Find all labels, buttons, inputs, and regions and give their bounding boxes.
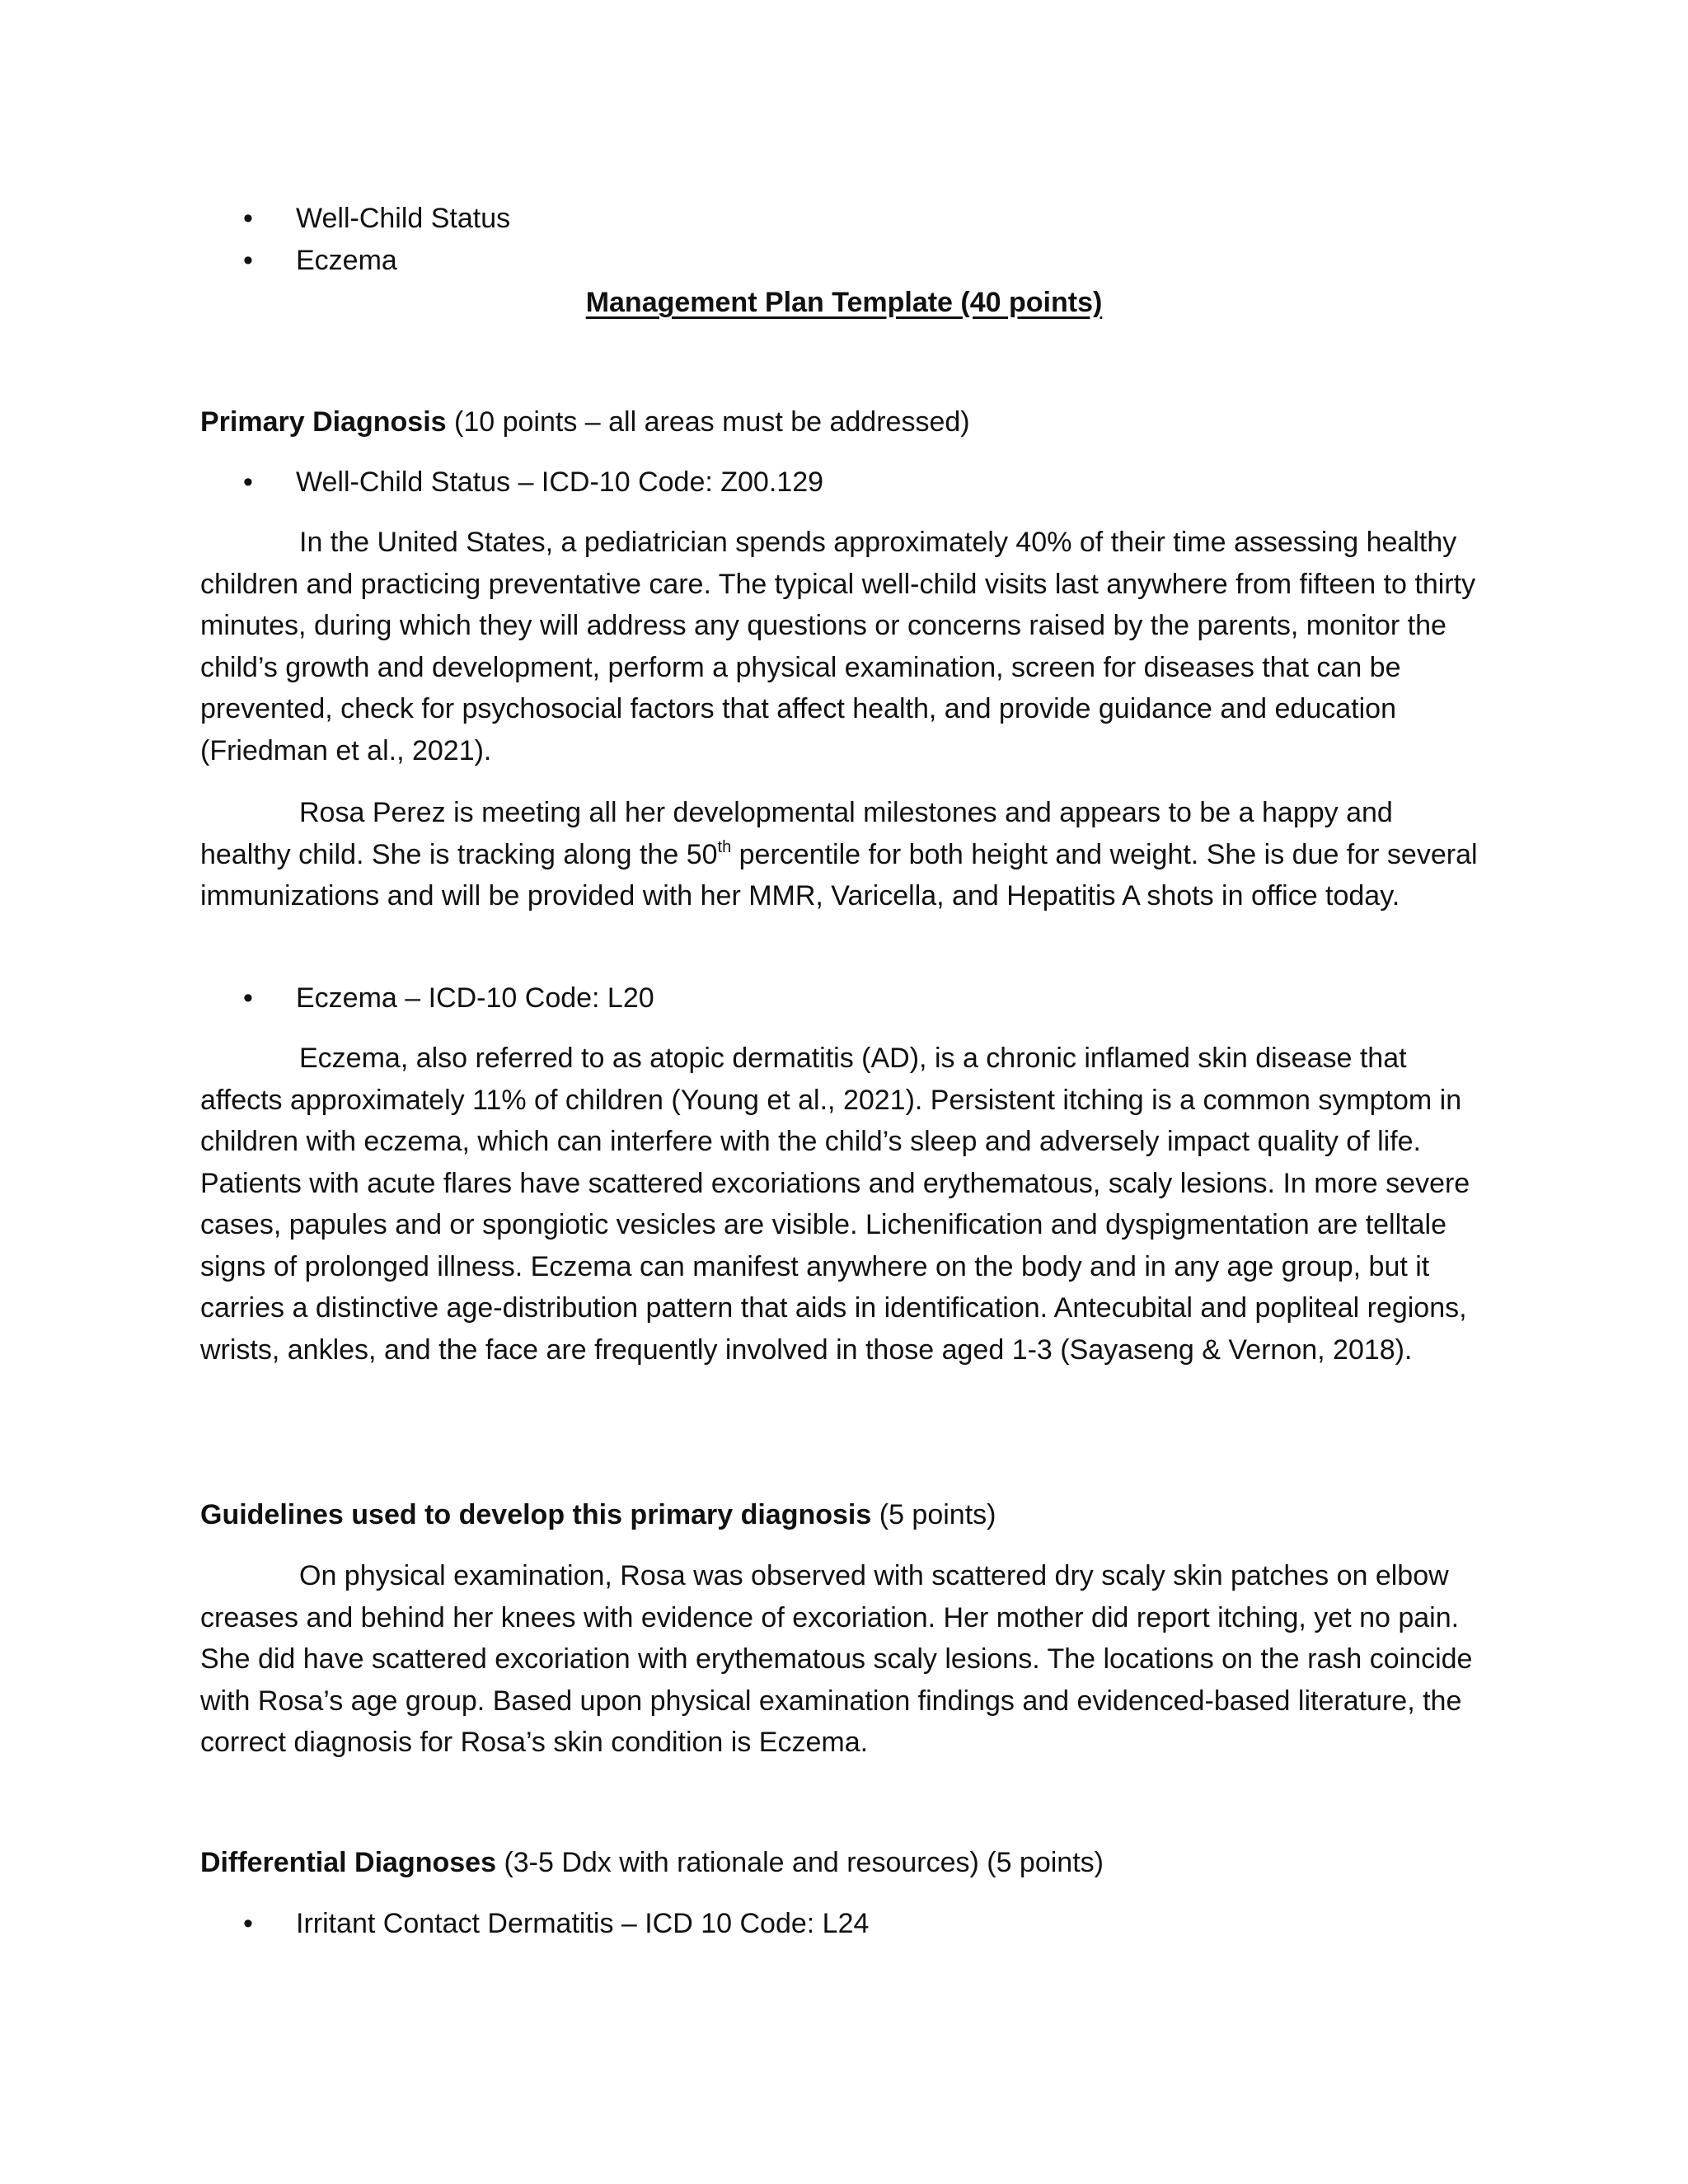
- paragraph-rosa-status: [200, 792, 1490, 917]
- list-item: [200, 977, 1490, 1019]
- paragraph-guidelines: On physical examination, Rosa was observed with scattered dry scaly skin patches on elbow creases and behind her knees with evidence of excoriation. Her mother did report itching, yet no pain. She did have scattered excoriation with erythematous scaly lesions. The locations on the rash coincide with Rosa’s age group. Based upon physical examination findings and evidenced-based literature, the correct diagnosis for Rosa’s skin condition is Eczema.: [200, 1560, 1473, 1758]
- list-item-text: Well-Child Status: [296, 203, 511, 234]
- bullet-icon: •: [243, 466, 253, 498]
- heading-note: (5 points): [879, 1499, 996, 1530]
- list-item: [200, 198, 1490, 239]
- heading-note: (3-5 Ddx with rationale and resources) (5 points): [504, 1847, 1104, 1878]
- list-item-text: Well-Child Status – ICD-10 Code: Z00.129: [296, 466, 824, 498]
- list-item: [200, 240, 1490, 281]
- list-item: [200, 1903, 1490, 1944]
- heading-note: (10 points – all areas must be addressed): [454, 406, 970, 438]
- heading-label: Guidelines used to develop this primary diagnosis: [200, 1499, 872, 1530]
- list-item-text: Eczema – ICD-10 Code: L20: [296, 982, 654, 1014]
- section-heading-primary-diagnosis: [200, 401, 1490, 443]
- bullet-icon: •: [243, 245, 253, 276]
- list-item-text: Irritant Contact Dermatitis – ICD 10 Code: L24: [296, 1908, 870, 1939]
- section-heading-differential: [200, 1842, 1490, 1884]
- paragraph-text: percentile for both height and weight. She is due for several immunizations and will be provided with her MMR, Varicella, and Hepatitis A shots in office today.: [200, 838, 1478, 912]
- page-title: Management Plan Template (40 points): [585, 287, 1103, 318]
- paragraph-text: Rosa Perez is meeting all her developmental milestones and appears to be a happy and healthy child. She is tracking along the 50: [200, 797, 1393, 870]
- bullet-icon: •: [243, 203, 253, 234]
- bullet-icon: •: [243, 982, 253, 1014]
- bullet-icon: •: [243, 1908, 253, 1939]
- list-item: [200, 462, 1490, 503]
- paragraph-well-child: In the United States, a pediatrician spends approximately 40% of their time assessing healthy children and practicing preventative care. The typical well-child visits last anywhere from fifteen to thirty minutes, during which they will address any questions or concerns raised by the parents, monitor the child’s growth and development, perform a physical examination, screen for diseases that can be prevented, check for psychosocial factors that affect health, and provide guidance and education (Friedman et al., 2021).: [200, 527, 1476, 766]
- list-item-text: Eczema: [296, 245, 397, 276]
- superscript: th: [717, 837, 732, 856]
- heading-label: Primary Diagnosis: [200, 406, 447, 438]
- heading-label: Differential Diagnoses: [200, 1847, 496, 1878]
- section-heading-guidelines: [200, 1494, 1490, 1536]
- paragraph-eczema: Eczema, also referred to as atopic dermatitis (AD), is a chronic inflamed skin disease that affects approximately 11% of children (Young et al., 2021). Persistent itching is a common symptom in children with eczema, which can interfere with the child’s sleep and adversely impact quality of life. Patients with acute flares have scattered excoriations and erythematous, scaly lesions. In more severe cases, papules and or spongiotic vesicles are visible. Lichenification and dyspigmentation are telltale signs of prolonged illness. Eczema can manifest anywhere on the body and in any age group, but it carries a distinctive age-distribution pattern that aids in identification. Antecubital and popliteal regions, wrists, ankles, and the face are frequently involved in those aged 1-3 (Sayaseng & Vernon, 2018).: [200, 1043, 1470, 1366]
